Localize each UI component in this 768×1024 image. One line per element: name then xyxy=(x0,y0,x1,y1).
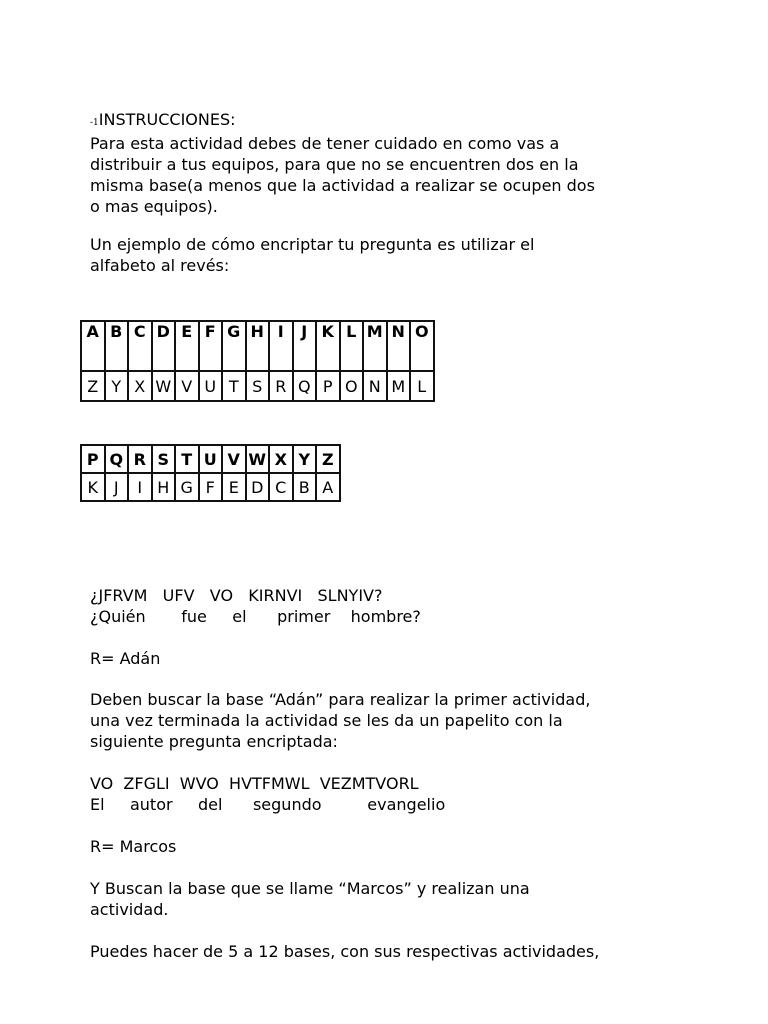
plain-letter-cell: Z xyxy=(316,445,340,473)
cipher-letter-cell: O xyxy=(340,371,364,401)
cipher-letter-cell: Q xyxy=(293,371,317,401)
plain-letter-cell: P xyxy=(81,445,105,473)
answer: R= Adán xyxy=(90,648,161,668)
text-line: actividad. xyxy=(90,899,169,919)
cipher-letter-cell: X xyxy=(128,371,152,401)
text-line: distribuir a tus equipos, para que no se encuentren dos en la xyxy=(90,154,579,174)
cipher-letter-cell: K xyxy=(81,473,105,501)
cipher-letter-cell: B xyxy=(293,473,317,501)
plain-letter-cell: C xyxy=(128,321,152,371)
text-line: siguiente pregunta encriptada: xyxy=(90,731,338,751)
plain-letter-cell: X xyxy=(269,445,293,473)
plain-letter-cell: S xyxy=(152,445,176,473)
cipher-letter-cell: M xyxy=(387,371,411,401)
cipher-letter-cell: G xyxy=(175,473,199,501)
cipher-letter-cell: T xyxy=(222,371,246,401)
text-line: Un ejemplo de cómo encriptar tu pregunta es utilizar el xyxy=(90,235,535,254)
plain-question: El autor del segundo evangelio xyxy=(90,794,446,814)
plain-letter-cell: O xyxy=(410,321,434,371)
heading-number: -1 xyxy=(90,118,99,128)
cipher-letter-cell: Y xyxy=(105,371,129,401)
plain-letter-cell: H xyxy=(246,321,270,371)
plain-letter-cell: Y xyxy=(293,445,317,473)
plain-letter-cell: N xyxy=(387,321,411,371)
plain-letter-cell: F xyxy=(199,321,223,371)
question-1 xyxy=(90,586,421,670)
cipher-letter-cell: W xyxy=(152,371,176,401)
example-paragraph xyxy=(90,235,534,277)
cipher-letter-cell: L xyxy=(410,371,434,401)
plain-letter-cell: G xyxy=(222,321,246,371)
cipher-letter-cell: D xyxy=(246,473,270,501)
plain-letter-cell: U xyxy=(199,445,223,473)
text-line: o mas equipos). xyxy=(90,196,218,216)
text-line: Deben buscar la base “Adán” para realizar la primer actividad, xyxy=(90,690,591,709)
cipher-table-2 xyxy=(80,444,341,502)
plain-letter-cell: M xyxy=(363,321,387,371)
plain-question: ¿Quién fue el primer hombre? xyxy=(90,606,421,626)
cipher-letter-cell: C xyxy=(269,473,293,501)
heading xyxy=(90,110,595,134)
plain-letter-cell: W xyxy=(246,445,270,473)
plain-letter-cell: T xyxy=(175,445,199,473)
answer: R= Marcos xyxy=(90,836,177,856)
cipher-letter-cell: P xyxy=(316,371,340,401)
paragraph-1 xyxy=(90,690,590,753)
text-line: Puedes hacer de 5 a 12 bases, con sus respectivas actividades, xyxy=(90,942,600,961)
plain-letter-cell: V xyxy=(222,445,246,473)
table-row xyxy=(81,321,434,371)
plain-letter-cell: D xyxy=(152,321,176,371)
cipher-letter-cell: Z xyxy=(81,371,105,401)
text-line: Y Buscan la base que se llame “Marcos” y realizan una xyxy=(90,879,530,898)
table-row xyxy=(81,445,340,473)
text-line: misma base(a menos que la actividad a realizar se ocupen dos xyxy=(90,175,595,195)
cipher-letter-cell: R xyxy=(269,371,293,401)
plain-letter-cell: I xyxy=(269,321,293,371)
plain-letter-cell: A xyxy=(81,321,105,371)
plain-letter-cell: R xyxy=(128,445,152,473)
plain-letter-cell: K xyxy=(316,321,340,371)
plain-letter-cell: J xyxy=(293,321,317,371)
heading-title: INSTRUCCIONES: xyxy=(98,110,236,129)
cipher-table-1 xyxy=(80,320,435,402)
table-row xyxy=(81,371,434,401)
cipher-letter-cell: H xyxy=(152,473,176,501)
question-2 xyxy=(90,774,445,858)
cipher-letter-cell: J xyxy=(105,473,129,501)
text-line: alfabeto al revés: xyxy=(90,255,230,275)
text-line: Para esta actividad debes de tener cuidado en como vas a xyxy=(90,133,560,153)
cipher-letter-cell: I xyxy=(128,473,152,501)
cipher-letter-cell: A xyxy=(316,473,340,501)
intro-section xyxy=(90,110,595,218)
cipher-letter-cell: E xyxy=(222,473,246,501)
plain-letter-cell: Q xyxy=(105,445,129,473)
encrypted-question: ¿JFRVM UFV VO KIRNVI SLNYIV? xyxy=(90,586,383,605)
plain-letter-cell: B xyxy=(105,321,129,371)
cipher-letter-cell: N xyxy=(363,371,387,401)
table-row xyxy=(81,473,340,501)
text-line: una vez terminada la actividad se les da un papelito con la xyxy=(90,710,563,730)
cipher-letter-cell: S xyxy=(246,371,270,401)
plain-letter-cell: L xyxy=(340,321,364,371)
paragraph-3 xyxy=(90,942,599,963)
encrypted-question: VO ZFGLI WVO HVTFMWL VEZMTVORL xyxy=(90,774,419,793)
cipher-letter-cell: F xyxy=(199,473,223,501)
cipher-letter-cell: V xyxy=(175,371,199,401)
paragraph-2 xyxy=(90,879,530,921)
cipher-letter-cell: U xyxy=(199,371,223,401)
plain-letter-cell: E xyxy=(175,321,199,371)
